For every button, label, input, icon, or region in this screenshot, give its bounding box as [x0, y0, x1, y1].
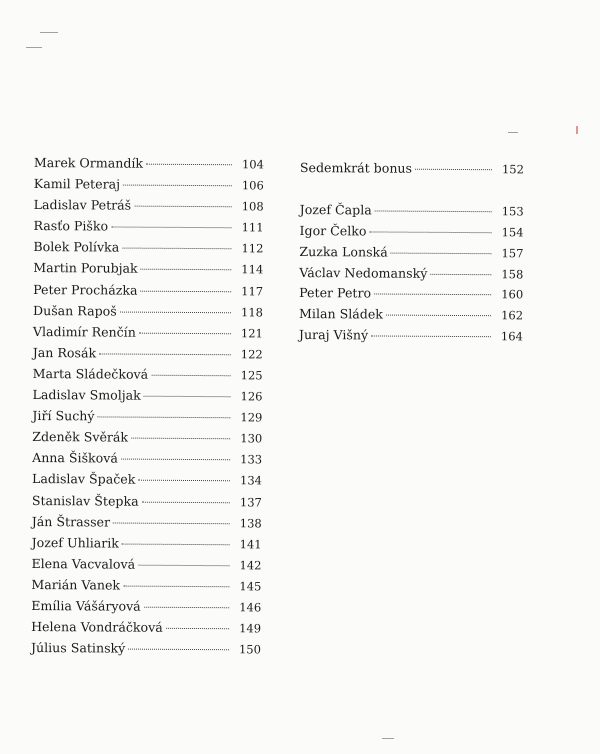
dot-leader [123, 185, 232, 187]
dot-leader [166, 628, 229, 629]
toc-entry-page: 121 [240, 326, 263, 341]
dot-leader [98, 417, 231, 419]
toc-entry-page: 104 [241, 157, 264, 172]
toc-entry-page: 125 [240, 368, 263, 383]
toc-entry-name: Juraj Višný [298, 326, 369, 343]
toc-entry [29, 236, 263, 259]
toc-entry-name: Elena Vacvalová [31, 555, 136, 572]
toc-entry-page: 145 [239, 579, 262, 594]
toc-entry-page: 117 [241, 283, 264, 298]
dot-leader [371, 335, 491, 337]
toc-entry [29, 363, 263, 386]
toc-entry-page: 137 [239, 494, 262, 509]
toc-entry [29, 321, 263, 344]
toc-entry [295, 263, 523, 285]
dot-leader [99, 353, 231, 355]
toc-entry [295, 242, 523, 264]
toc-entry-name: Marián Vanek [31, 576, 121, 593]
dot-leader [122, 248, 231, 250]
dot-leader [113, 522, 230, 524]
dot-leader [111, 227, 231, 229]
toc-right-column [295, 158, 524, 347]
dot-leader [144, 396, 231, 398]
toc-entry [28, 468, 262, 491]
dot-leader [121, 459, 230, 461]
dot-leader [374, 294, 491, 296]
dot-leader [151, 375, 230, 376]
toc-entry-name: Igor Čelko [299, 223, 367, 239]
toc-entry-name: Emília Vášáryová [31, 597, 141, 614]
toc-entry-name: Ladislav Špaček [31, 471, 136, 488]
toc-entry [29, 300, 263, 323]
toc-entry-name: Sedemkrát bonus [299, 160, 413, 176]
scan-mark-top-left [40, 32, 58, 33]
toc-entry-page: 111 [241, 220, 264, 235]
toc-entry-name: Helena Vondráčková [31, 619, 163, 635]
toc-entry-name: Kamil Peteraj [33, 176, 121, 192]
dot-leader [415, 169, 492, 170]
toc-entry [28, 405, 262, 428]
scan-mark-left [26, 47, 42, 48]
toc-entry [27, 616, 261, 639]
toc-entry [296, 158, 524, 180]
toc-entry-page: 108 [241, 199, 264, 214]
toc-entry-name: Marta Sládečková [32, 365, 149, 382]
toc-entry-name: Peter Procházka [33, 281, 138, 298]
toc-entry-name: Vladimír Renčín [32, 323, 136, 340]
toc-entry-name: Anna Šišková [32, 450, 118, 466]
toc-entry-name: Rasťo Piško [33, 218, 109, 234]
toc-entry-page: 129 [240, 410, 263, 425]
toc-entry-name: Jan Rosák [32, 344, 97, 361]
toc-entry [27, 595, 261, 618]
toc-entry-page: 122 [240, 347, 263, 362]
toc-entry-name: Zuzka Lonská [299, 243, 388, 260]
toc-entry-page: 126 [240, 389, 263, 404]
toc-entry-name: Zdeněk Svěrák [32, 429, 129, 445]
toc-entry-page: 157 [501, 246, 524, 261]
toc-entry-name: Peter Petro [299, 285, 372, 301]
toc-entry-page: 160 [501, 287, 524, 302]
dot-leader [120, 311, 231, 313]
toc-entry-name: Jiří Suchý [32, 408, 95, 424]
dot-leader [142, 501, 230, 503]
dot-leader [138, 564, 229, 566]
toc-entry [28, 532, 262, 555]
toc-entry-page: 162 [501, 308, 524, 323]
toc-entry [28, 426, 262, 449]
toc-entry [295, 221, 523, 243]
dot-leader [131, 438, 230, 440]
toc-entry [29, 279, 263, 302]
toc-entry-page: 149 [239, 621, 262, 636]
dot-leader [141, 290, 232, 292]
toc-entry-name: Ladislav Petráš [33, 197, 132, 213]
dot-leader [370, 232, 492, 234]
dot-leader [144, 607, 230, 609]
toc-entry [295, 304, 523, 326]
toc-entry-page: 118 [241, 304, 264, 320]
toc-entry [296, 200, 524, 222]
toc-entry-page: 158 [501, 266, 524, 281]
dot-leader [122, 543, 230, 545]
dot-leader [141, 269, 232, 271]
toc-entry-page: 112 [241, 241, 264, 256]
toc-entry-name: Martin Porubjak [33, 260, 138, 277]
toc-entry-page: 150 [238, 642, 262, 657]
toc-entry [29, 257, 263, 280]
toc-entry-name: Dušan Rapoš [32, 302, 117, 319]
toc-entry [295, 283, 523, 305]
dot-leader [139, 332, 231, 334]
toc-entry-page: 134 [240, 473, 263, 488]
toc-entry-page: 154 [501, 225, 524, 240]
dot-leader [123, 585, 229, 587]
toc-entry-name: Milan Sládek [299, 305, 383, 322]
toc-entry-name: Július Satinský [30, 640, 126, 656]
toc-entry [27, 574, 261, 597]
scan-mark-bottom [382, 738, 394, 739]
toc-entry [30, 194, 264, 217]
toc-entry-page: 142 [239, 558, 262, 573]
toc-entry [28, 447, 262, 470]
toc-entry-page: 152 [501, 162, 524, 177]
toc-entry-page: 153 [501, 204, 524, 219]
toc-entry-name: Ladislav Smoljak [32, 387, 141, 403]
toc-entry [295, 325, 523, 347]
toc-entry-page: 114 [241, 262, 264, 277]
scan-mark-right [508, 132, 518, 133]
toc-entry-name: Jozef Čapla [299, 202, 372, 218]
dot-leader [375, 211, 492, 213]
toc-entry [29, 215, 263, 238]
toc-entry [27, 637, 261, 660]
toc-entry-name: Bolek Polívka [33, 239, 120, 255]
toc-entry-name: Ján Štrasser [31, 513, 111, 530]
dot-leader [386, 314, 491, 316]
toc-entry [28, 489, 262, 512]
toc-entry-page: 141 [239, 536, 262, 552]
dot-leader [146, 164, 232, 166]
dot-leader [391, 252, 492, 254]
toc-entry-page: 106 [241, 178, 264, 193]
dot-leader [138, 480, 230, 482]
toc-entry [30, 152, 264, 175]
dot-leader [430, 273, 491, 274]
toc-entry-page: 146 [239, 600, 262, 615]
scan-mark-edge [576, 126, 578, 134]
dot-leader [128, 649, 229, 651]
toc-entry-page: 164 [500, 328, 523, 343]
toc-entry [29, 342, 263, 365]
toc-entry [28, 511, 262, 534]
toc-entry-name: Václav Nedomanský [299, 264, 428, 281]
toc-left-column [27, 152, 264, 660]
toc-entry-name: Marek Ormandík [33, 155, 144, 171]
toc-entry-name: Jozef Uhliarik [31, 534, 120, 551]
toc-entry [28, 384, 262, 407]
dot-leader [134, 206, 232, 208]
toc-entry [27, 553, 261, 576]
toc-entry-name: Stanislav Štepka [31, 492, 139, 509]
toc-entry [30, 173, 264, 196]
toc-entry-page: 130 [240, 431, 263, 446]
toc-entry-page: 133 [240, 452, 263, 467]
toc-entry-page: 138 [239, 515, 262, 531]
